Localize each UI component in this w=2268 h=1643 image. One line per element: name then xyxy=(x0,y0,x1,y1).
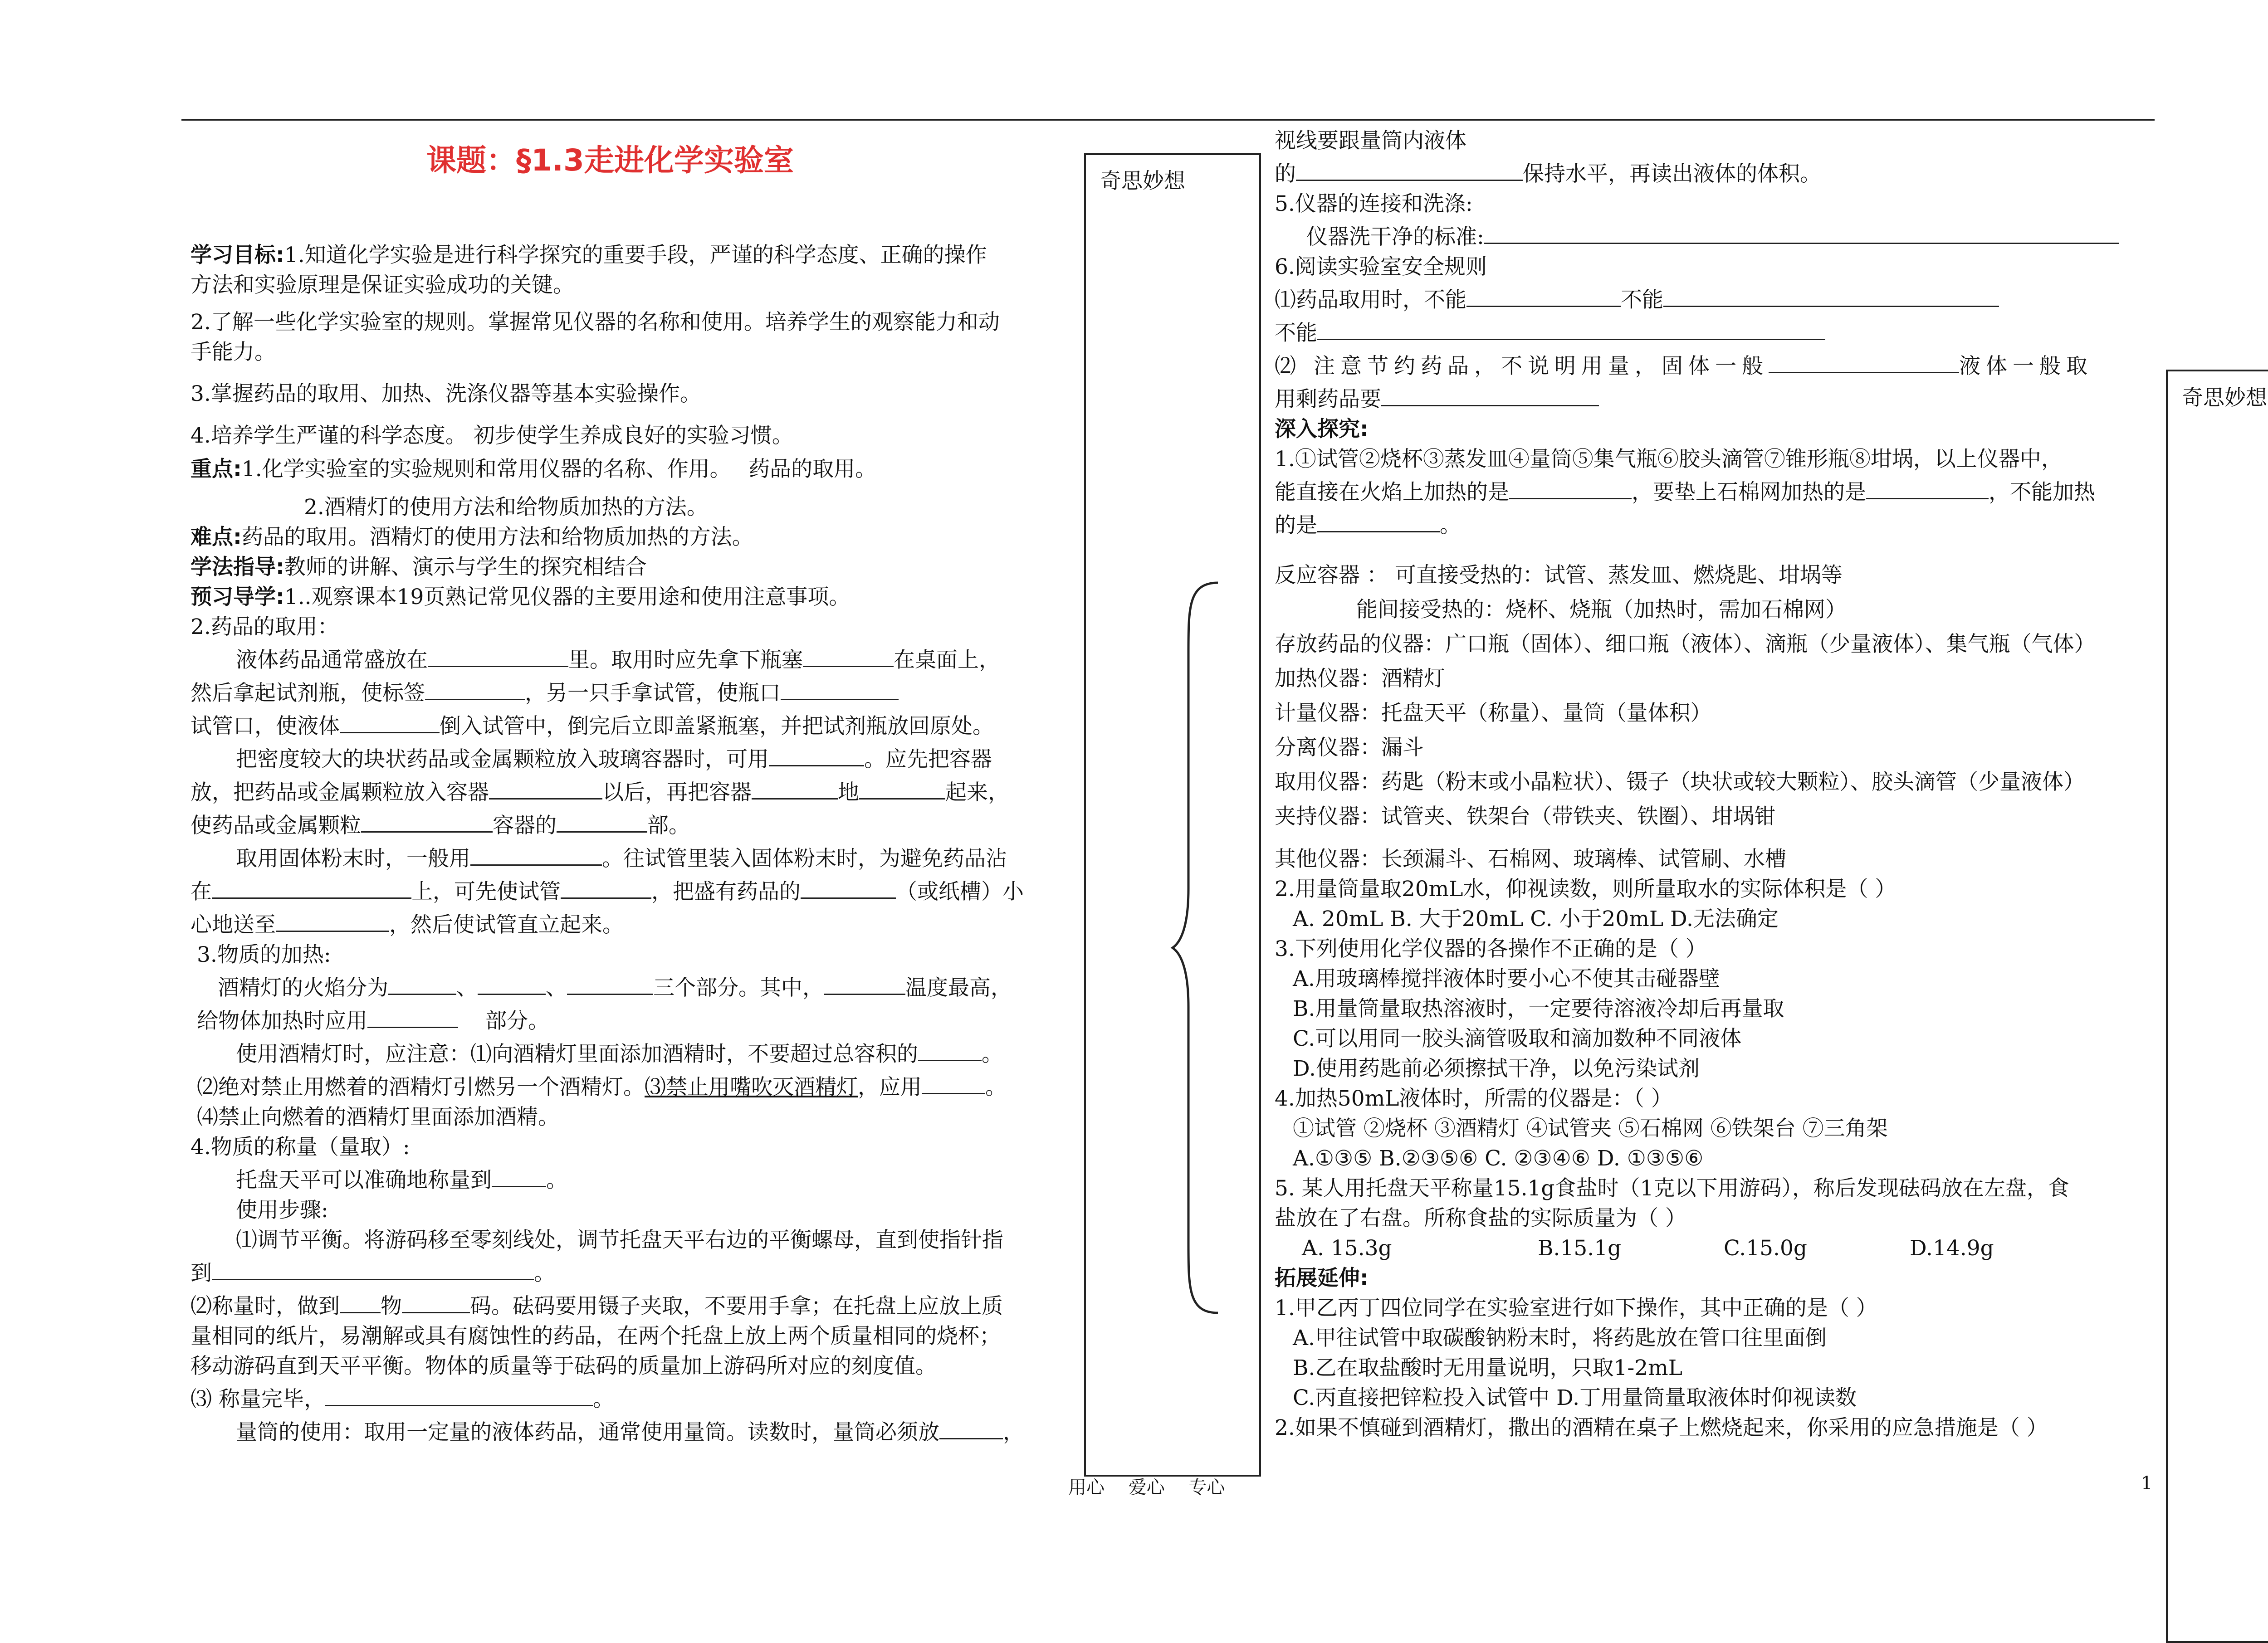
instrument-heating: 加热仪器：酒精灯 xyxy=(1275,666,1445,691)
preview-guide xyxy=(191,582,1024,612)
blank[interactable] xyxy=(752,775,838,800)
instrument-reaction: 反应容器 ： 可直接受热的：试管、蒸发皿、燃烧匙、坩埚等 xyxy=(1275,563,1843,588)
difficulty-text: 药品的取用。酒精灯的使用方法和给物质加热的方法。 xyxy=(241,525,753,550)
text: 液体药品通常盛放在 xyxy=(236,648,428,673)
blank[interactable] xyxy=(340,708,440,733)
text: 。往试管里装入固体粉末时，为避免药品沾 xyxy=(602,846,1007,871)
blank[interactable] xyxy=(212,874,411,899)
preview-label: 预习导学: xyxy=(191,585,284,609)
solid-line-2 xyxy=(191,775,1024,808)
question-2: 2.用量筒量取20mL水，仰视读数，则所量取水的实际体积是（ ） xyxy=(1275,877,1897,902)
text: ⑶禁止用嘴吹灭酒精灯 xyxy=(645,1075,858,1100)
usage-steps: 使用步骤: xyxy=(236,1198,328,1223)
powder-line-1 xyxy=(191,841,1024,874)
objective-3: 3.掌握药品的取用、加热、洗涤仪器等基本实验操作。 xyxy=(191,381,701,406)
step-2-cont-1: 量相同的纸片，易潮解或具有腐蚀性的药品，在两个托盘上放上两个质量相同的烧杯； xyxy=(191,1324,1001,1349)
question-5-cont: 盐放在了右盘。所称食盐的实际质量为（ ） xyxy=(1275,1206,1686,1231)
option-d: D.14.9g xyxy=(1910,1236,1994,1261)
text: ，然后使试管直立起来。 xyxy=(389,912,624,937)
question-5-options xyxy=(1275,1233,2119,1263)
text: 。 xyxy=(982,1042,1003,1067)
text: 、 xyxy=(456,975,478,1000)
ext-question-1-b: B.乙在取盐酸时无用量说明，只取1-2mL xyxy=(1293,1355,1682,1380)
text: ，把盛有药品的 xyxy=(651,879,801,904)
blank[interactable] xyxy=(402,1288,470,1313)
text: 放，把药品或金属颗粒放入容器 xyxy=(191,780,489,805)
page-number: 1 xyxy=(2141,1473,2153,1494)
text: 。 xyxy=(985,1075,1007,1100)
text: 使用酒精灯时，应注意：⑴向酒精灯里面添加酒精时，不要超过总容积的 xyxy=(236,1042,918,1067)
cylinder-reading-1: 视线要跟量筒内液体 xyxy=(1275,128,1466,153)
footer-motto: 用心 爱心 专心 xyxy=(1068,1477,1225,1498)
text: 取用固体粉末时，一般用 xyxy=(236,846,470,871)
text: 。 xyxy=(546,1168,567,1193)
text: 容器的 xyxy=(493,813,557,838)
blank[interactable] xyxy=(1484,219,2119,244)
blank[interactable] xyxy=(922,1069,985,1094)
question-3-b: B.用量筒量取热溶液时，一定要待溶液冷却后再量取 xyxy=(1293,996,1784,1021)
text: ⑵绝对禁止用燃着的酒精灯引燃另一个酒精灯。 xyxy=(197,1075,645,1100)
text: （或纸槽）小 xyxy=(896,879,1024,904)
text: 在桌面上， xyxy=(894,648,1000,673)
text: 的 xyxy=(1275,161,1296,186)
section-2-heading: 2.药品的取用： xyxy=(191,614,339,639)
blank[interactable] xyxy=(428,642,568,667)
solid-line-3 xyxy=(191,808,1024,841)
text: 。应先把容器 xyxy=(864,747,992,772)
objective-1-cont: 方法和实验原理是保证实验成功的关键。 xyxy=(191,273,574,297)
text: ⑵称量时，做到 xyxy=(191,1294,340,1319)
instrument-storage: 存放药品的仪器：广口瓶（固体）、细口瓶（液体）、滴瓶（少量液体）、集气瓶（气体） xyxy=(1275,632,2096,657)
question-4-options: A.①③⑤ B.②③⑤⑥ C. ②③④⑥ D. ①③⑤⑥ xyxy=(1293,1146,1704,1171)
section-5-heading: 5.仪器的连接和洗涤: xyxy=(1275,191,1473,216)
option-c: C.15.0g xyxy=(1724,1236,1807,1261)
instrument-separation: 分离仪器：漏斗 xyxy=(1275,735,1424,760)
method-text: 教师的讲解、演示与学生的探究相结合 xyxy=(284,555,647,580)
text: 物 xyxy=(381,1294,402,1319)
method-guide xyxy=(191,552,1024,582)
text: 保持水平，再读出液体的体积。 xyxy=(1523,161,1821,186)
blank[interactable] xyxy=(1296,156,1523,181)
blank[interactable] xyxy=(1769,348,1959,373)
key-points-label: 重点: xyxy=(191,457,242,482)
step-3 xyxy=(191,1381,1024,1414)
flame-line-2 xyxy=(191,1003,1024,1036)
text: 在 xyxy=(191,879,212,904)
explore-q1: 1.①试管②烧杯③蒸发皿④量筒⑤集气瓶⑥胶头滴管⑦锥形瓶⑧坩埚，以上仪器中， xyxy=(1275,447,2063,472)
text: 能直接在火焰上加热的是 xyxy=(1275,480,1509,505)
blank[interactable] xyxy=(489,775,602,800)
text: 上，可先使试管 xyxy=(411,879,561,904)
extension-heading: 拓展延伸: xyxy=(1275,1266,1369,1291)
blank[interactable] xyxy=(276,907,389,932)
text: 托盘天平可以准确地称量到 xyxy=(236,1168,492,1193)
text: 。 xyxy=(534,1261,555,1286)
ext-question-1-cd: C.丙直接把锌粒投入试管中 D.丁用量筒量取液体时仰视读数 xyxy=(1293,1385,1857,1410)
text: 试管口，使液体 xyxy=(191,714,340,739)
question-4: 4.加热50mL液体时，所需的仪器是：（ ） xyxy=(1275,1086,1672,1111)
ext-question-2: 2.如果不慎碰到酒精灯，撒出的酒精在桌子上燃烧起来，你采用的应急措施是（ ） xyxy=(1275,1415,2048,1440)
blank[interactable] xyxy=(939,1414,1003,1439)
text: ，另一只手拿试管，使瓶口 xyxy=(525,681,781,706)
text: ⑴药品取用时，不能 xyxy=(1275,288,1466,312)
text: 。 xyxy=(1440,513,1461,538)
question-2-options: A. 20mL B. 大于20mL C. 小于20mL D.无法确定 xyxy=(1293,907,1779,931)
text: ，应用 xyxy=(858,1075,922,1100)
text: 码。砝码要用镊子夹取，不要用手拿；在托盘上应放上质 xyxy=(470,1294,1003,1319)
text: 的是 xyxy=(1275,513,1317,538)
text: ⑶ 称量完毕， xyxy=(191,1387,325,1412)
blank[interactable] xyxy=(803,642,894,667)
step-1: ⑴调节平衡。将游码移至零刻线处，调节托盘天平右边的平衡螺母，直到使指针指 xyxy=(236,1228,1003,1253)
text: 把密度较大的块状药品或金属颗粒放入玻璃容器时，可用 xyxy=(236,747,769,772)
text: 。 xyxy=(592,1387,614,1412)
blank[interactable] xyxy=(769,741,864,766)
method-label: 学法指导: xyxy=(191,555,284,580)
text: 酒精灯的火焰分为 xyxy=(218,975,388,1000)
idea-notes-label: 奇思妙想 xyxy=(1100,169,1185,194)
blank[interactable] xyxy=(340,1288,381,1313)
blank[interactable] xyxy=(478,970,546,995)
right-column xyxy=(1275,126,2119,1443)
blank[interactable] xyxy=(557,808,647,833)
text: 倒入试管中，倒完后立即盖紧瓶塞，并把试剂瓶放回原处。 xyxy=(440,714,994,739)
blank[interactable] xyxy=(561,874,651,899)
step-2-cont-2: 移动游码直到天平平衡。物体的质量等于砝码的质量加上游码所对应的刻度值。 xyxy=(191,1354,937,1379)
explore-q1-cont xyxy=(1275,474,2119,507)
blank[interactable] xyxy=(801,874,896,899)
text: 里。取用时应先拿下瓶塞 xyxy=(568,648,803,673)
text: 温度最高， xyxy=(905,975,1012,1000)
blank[interactable] xyxy=(859,775,945,800)
text: 量筒的使用：取用一定量的液体药品，通常使用量筒。读数时，量筒必须放 xyxy=(236,1420,939,1445)
safety-rule-1-cont xyxy=(1275,315,2119,348)
header-rule xyxy=(181,119,2155,121)
blank[interactable] xyxy=(388,970,456,995)
difficulty-label: 难点: xyxy=(191,525,242,550)
blank[interactable] xyxy=(1663,282,1999,307)
blank[interactable] xyxy=(470,841,602,866)
idea-notes-label-right: 奇思妙想 xyxy=(2182,385,2267,410)
blank[interactable] xyxy=(1317,507,1440,532)
blank[interactable] xyxy=(1381,381,1599,406)
text: 用剩药品要 xyxy=(1275,387,1381,412)
blank[interactable] xyxy=(1509,474,1632,499)
liquid-line-2 xyxy=(191,675,1024,708)
explore-q1-end xyxy=(1275,507,2119,541)
powder-line-3 xyxy=(191,907,1024,940)
idea-notes-box-right xyxy=(2166,370,2268,1643)
blank[interactable] xyxy=(1317,315,1825,340)
blank[interactable] xyxy=(1866,474,1989,499)
text: 以后，再把容器 xyxy=(602,780,752,805)
section-3-heading: 3.物质的加热: xyxy=(197,942,331,967)
question-5: 5. 某人用托盘天平称量15.1g食盐时（1克以下用游码），称后发现砝码放在左盘，食 xyxy=(1275,1176,2069,1201)
section-4-heading: 4.物质的称量（量取）: xyxy=(191,1135,410,1160)
clean-standard xyxy=(1275,219,2119,252)
text: 心地送至 xyxy=(191,912,276,937)
blank[interactable] xyxy=(1466,282,1621,307)
blank[interactable] xyxy=(361,808,493,833)
question-3-c: C.可以用同一胶头滴管吸取和滴加数种不同液体 xyxy=(1293,1026,1742,1051)
instrument-indirect: 能间接受热的：烧杯、烧瓶（加热时，需加石棉网） xyxy=(1356,597,1847,622)
text: 液体一般取 xyxy=(1959,354,2093,379)
key-point-1-text: 1.化学实验室的实验规则和常用仪器的名称、作用。 药品的取用。 xyxy=(241,457,877,482)
section-6-heading: 6.阅读实验室安全规则 xyxy=(1275,254,1487,279)
grouping-brace xyxy=(1170,580,1220,1315)
page-title: 课题：§1.3走进化学实验室 xyxy=(426,143,794,178)
text: ，不能加热 xyxy=(1989,480,2095,505)
option-b: B.15.1g xyxy=(1538,1236,1622,1261)
text: ，要垫上石棉网加热的是 xyxy=(1632,480,1866,505)
lamp-rule-2 xyxy=(191,1069,1024,1102)
instrument-fetch: 取用仪器：药匙（粉末或小晶粒状）、镊子（块状或较大颗粒）、胶头滴管（少量液体） xyxy=(1275,770,2085,795)
objectives-label: 学习目标: xyxy=(191,243,284,268)
objective-2-cont: 手能力。 xyxy=(191,340,276,365)
blank[interactable] xyxy=(325,1381,593,1406)
text: 地 xyxy=(838,780,859,805)
instrument-clamp: 夹持仪器：试管夹、铁架台（带铁夹、铁圈）、坩埚钳 xyxy=(1275,804,1776,829)
text: 仪器洗干净的标准: xyxy=(1306,224,1484,249)
text: 给物体加热时应用 xyxy=(197,1009,367,1034)
text: 不能 xyxy=(1275,321,1317,346)
solid-line-1 xyxy=(191,741,1024,775)
instrument-measure: 计量仪器：托盘天平（称量）、量筒（量体积） xyxy=(1275,701,1712,726)
question-3: 3.下列使用化学仪器的各操作不正确的是（ ） xyxy=(1275,936,1707,961)
text: 部分。 xyxy=(485,1009,549,1034)
cylinder-reading-2 xyxy=(1275,156,2119,189)
objective-1-text: 1.知道化学实验是进行科学探究的重要手段，严谨的科学态度、正确的操作 xyxy=(284,243,987,268)
text: 不能 xyxy=(1621,288,1663,312)
objective-2: 2.了解一些化学实验室的规则。掌握常见仪器的名称和使用。培养学生的观察能力和动 xyxy=(191,310,1000,335)
safety-rule-1 xyxy=(1275,282,2119,315)
blank[interactable] xyxy=(212,1255,534,1280)
left-column xyxy=(191,240,1024,1448)
text: 、 xyxy=(546,975,567,1000)
step-2 xyxy=(191,1288,1024,1321)
safety-rule-2 xyxy=(1275,348,2119,381)
objective-4: 4.培养学生严谨的科学态度。 初步使学生养成良好的实验习惯。 xyxy=(191,423,793,448)
flame-line-1 xyxy=(191,970,1024,1003)
blank[interactable] xyxy=(367,1003,458,1028)
text: ⑵ 注意节约药品，不说明用量，固体一般 xyxy=(1275,354,1769,379)
question-3-d: D.使用药匙前必须擦拭干净，以免污染试剂 xyxy=(1293,1056,1700,1081)
difficulty xyxy=(191,522,1024,552)
option-a: A. 15.3g xyxy=(1302,1236,1392,1261)
objective-1 xyxy=(191,240,1024,270)
liquid-line-1 xyxy=(191,642,1024,675)
text: 三个部分。其中， xyxy=(653,975,824,1000)
safety-rule-2-cont xyxy=(1275,381,2119,414)
question-3-a: A.用玻璃棒搅拌液体时要小心不使其击碰器壁 xyxy=(1293,966,1720,991)
cylinder-usage xyxy=(191,1414,1024,1448)
instrument-other: 其他仪器：长颈漏斗、石棉网、玻璃棒、试管刷、水槽 xyxy=(1275,847,1786,872)
lamp-rule-4: ⑷禁止向燃着的酒精灯里面添加酒精。 xyxy=(197,1105,559,1130)
ext-question-1: 1.甲乙丙丁四位同学在实验室进行如下操作，其中正确的是（ ） xyxy=(1275,1296,1877,1321)
text: 然后拿起试剂瓶，使标签 xyxy=(191,681,425,706)
text: 部。 xyxy=(647,813,690,838)
balance-precision xyxy=(191,1162,1024,1195)
blank[interactable] xyxy=(781,675,899,700)
text: 到 xyxy=(191,1261,212,1286)
step-1-cont xyxy=(191,1255,1024,1288)
text: 起来， xyxy=(945,780,1009,805)
key-point-2: 2.酒精灯的使用方法和给物质加热的方法。 xyxy=(304,495,708,520)
liquid-line-3 xyxy=(191,708,1024,741)
deep-explore-heading: 深入探究: xyxy=(1275,417,1369,442)
blank[interactable] xyxy=(567,970,653,995)
text: ， xyxy=(1003,1420,1024,1445)
lamp-rule-1 xyxy=(191,1036,1024,1069)
blank[interactable] xyxy=(492,1162,546,1187)
powder-line-2 xyxy=(191,874,1024,907)
key-point-1 xyxy=(191,454,1024,484)
blank[interactable] xyxy=(918,1036,982,1061)
ext-question-1-a: A.甲往试管中取碳酸钠粉末时，将药匙放在管口往里面倒 xyxy=(1293,1326,1827,1350)
blank[interactable] xyxy=(425,675,525,700)
blank[interactable] xyxy=(824,970,905,995)
question-4-items: ①试管 ②烧杯 ③酒精灯 ④试管夹 ⑤石棉网 ⑥铁架台 ⑦三角架 xyxy=(1293,1116,1888,1141)
text: 使药品或金属颗粒 xyxy=(191,813,361,838)
preview-text: 1..观察课本19页熟记常见仪器的主要用途和使用注意事项。 xyxy=(284,585,850,609)
